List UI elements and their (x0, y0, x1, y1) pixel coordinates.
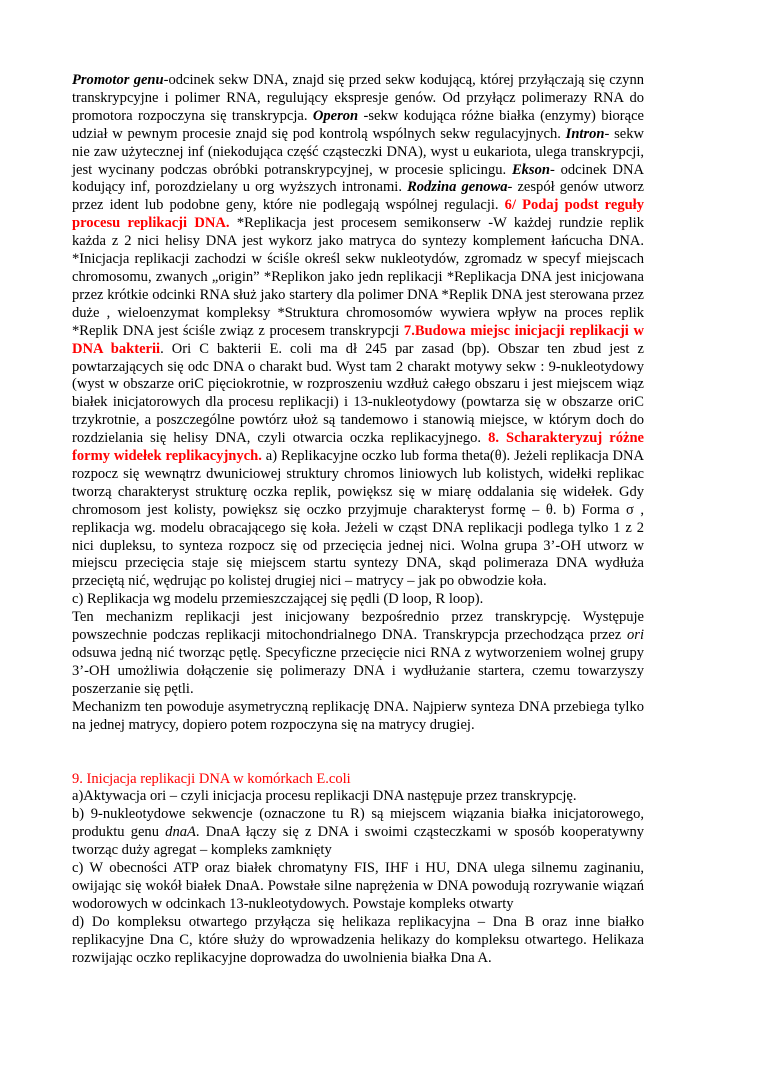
spacer (72, 735, 644, 771)
paragraph-mechanism (72, 609, 644, 699)
paragraph-9b (72, 806, 644, 860)
term-rodzina-genowa: Rodzina genowa (407, 179, 508, 196)
text-segment: - sekw nie zaw użytecznej inf (niekodująca część cząsteczki DNA), wyst u eukariota, ulega transkrypcji, jest wycinany podczas obróbki potranskrypcyjnej, w procesie splicingu. (72, 125, 644, 178)
document-page (72, 72, 644, 968)
term-intron: Intron (565, 125, 605, 142)
text-segment: - zespół genów utworz przez ident lub podobne geny, które nie podlegają wspólnej regulacji. (72, 179, 644, 214)
text-segment: a) Replikacyjne oczko lub forma theta(θ). Jeżeli replikacja DNA rozpocz się wewnątrz dwuniciowej struktury chromos liniowych lub kolistych, widełki replikac tworzą charakteryst strukturę oczka replik, powiększ się w miarę oddalania się widełek. Gdy chromosom jest kolisty, powiększ się oczko przyjmuje charakteryst formę – θ. b) Forma σ , replikacja wg. modelu obracającego się koła. Jeżeli w cząst DNA replikacji podlega tylko 1 z 2 nici dupleksu, to synteza rozpocz się od przecięcia jednej nici. Wolna grupa 3’-OH utworz w miejscu przecięcia staje się miejscem startu syntezy DNA, skąd polimeraza DNA wydłuża przeciętą nić, wędrując po kolistej drugiej nici – matrycy – jak po obwodzie koła. (72, 448, 645, 590)
term-ekson: Ekson (511, 161, 550, 178)
term-operon: Operon (312, 107, 359, 124)
paragraph-9a: a)Aktywacja ori – czyli inicjacja procesu replikacji DNA następuje przez transkrypcję. (72, 788, 577, 805)
text-segment: - odcinek DNA kodujący inf, porozdzielany u org wyższych intronami. (72, 161, 644, 196)
text-segment: b) 9-nukleotydowe sekwencje (oznaczone tu R) są miejscem wiązania białka inicjatorowego, produktu genu (72, 806, 644, 841)
text-segment: . Ori C bakterii E. coli ma dł 245 par zasad (bp). Obszar ten zbud jest z powtarzających się odc DNA o charakt bud. Wyst tam 2 charakt motywy sekw : 9-nukleotydowy (wyst w obszarze oriC pięciokrotnie, w rozproszeniu wzdłuż całego obszaru i jest miejscem wiąz białek inicjatorowych dla procesu replikacji) i 13-nukleotydowy (powtarza się w obszarze oriC trzykrotnie, a poszczególne powtórz ułoż są tandemowo i stanowią miejsce, w którym doch do rozdzielania się helisy DNA, czyli otwarcia oczka replikacyjnego. (72, 340, 644, 447)
question-8-heading: 8. Scharakteryzuj różne formy widełek replikacyjnych. (72, 430, 645, 465)
text-segment: *Replikacja jest procesem semikonserw -W każdej rundzie replik każda z 2 nici helisy DNA jest wykorz jako matryca do syntezy komplement łańcucha DNA. *Inicjacja replikacji zachodzi w ściśle określ sekw nukleotydów, zgromadz w specyf miejscach chromosomu, zwanych „origin” *Replikon jako jedn replikacji *Replikacja DNA jest inicjowana przez krótkie odcinki RNA służ jako startery dla polimer DNA *Replik DNA jest sterowana przez duże , wieloenzymat kompleksy *Struktura chromosomów wywiera wpływ na proces replik *Replik DNA jest ściśle związ z procesem transkrypcji (72, 215, 644, 339)
text-segment: -sekw kodująca różne białka (enzymy) biorące udział w pewnym procesie znajd się pod kontrolą wspólnych sekw regulacyjnych. (72, 107, 644, 142)
question-6-heading: 6/ Podaj podst reguły procesu replikacji DNA. (72, 197, 644, 232)
term-dnaa: dnaA (165, 824, 196, 841)
paragraph-d-loop: c) Replikacja wg modelu przemieszczającej się pędli (D loop, R loop). (72, 591, 484, 608)
paragraph-9d: d) Do kompleksu otwartego przyłącza się helikaza replikacyjna – Dna B oraz inne białko replikacyjne Dna C, które służy do wprowadzenia helikazy do kompleksu otwartego. Helikaza rozwijając oczko replikacyjne doprowadza do uwolnienia białka Dna A. (72, 913, 644, 966)
paragraph-9c: c) W obecności ATP oraz białek chromatyny FIS, IHF i HU, DNA ulega silnemu zaginaniu, owijając się wokół białek DnaA. Powstałe silne naprężenia w DNA powodują rozrywanie wiązań wodorowych w odcinkach 13-nukleotydowych. Powstaje kompleks otwarty (72, 860, 644, 912)
section-9-heading: 9. Inicjacja replikacji DNA w komórkach E.coli (72, 770, 351, 787)
paragraph-definitions (72, 72, 644, 591)
text-segment: . DnaA łączy się z DNA i swoimi cząsteczkami w sposób kooperatywny tworząc duży agregat – kompleks zamknięty (72, 824, 645, 859)
text-segment: -odcinek sekw DNA, znajd się przed sekw kodującą, której przyłączają się czynn transkrypcyjne i polimer RNA, regulujący ekspresje genów. Od przyłącz polimerazy RNA do promotora rozpoczyna się transkrypcja. (72, 72, 644, 124)
term-ori: ori (627, 627, 644, 644)
text-segment: Ten mechanizm replikacji jest inicjowany bezpośrednio przez transkrypcję. Występuje powszechnie podczas replikacji mitochondrialnego DNA. Transkrypcja przechodząca przez (72, 609, 644, 644)
question-7-heading: 7.Budowa miejsc inicjacji replikacji w DNA bakterii (72, 322, 644, 357)
paragraph-asymmetric: Mechanizm ten powoduje asymetryczną replikację DNA. Najpierw synteza DNA przebiega tylko na jednej matrycy, dopiero potem rozpoczyna się na matrycy drugiej. (72, 698, 644, 733)
term-promotor: Promotor genu (72, 72, 164, 88)
text-segment: odsuwa jedną nić tworząc pętlę. Specyficzne przecięcie nici RNA z wytworzeniem wolnej grupy 3’-OH umożliwia dołączenie się polimerazy DNA i wydłużanie startera, czemu towarzyszy poszerzanie się pętli. (72, 645, 644, 697)
